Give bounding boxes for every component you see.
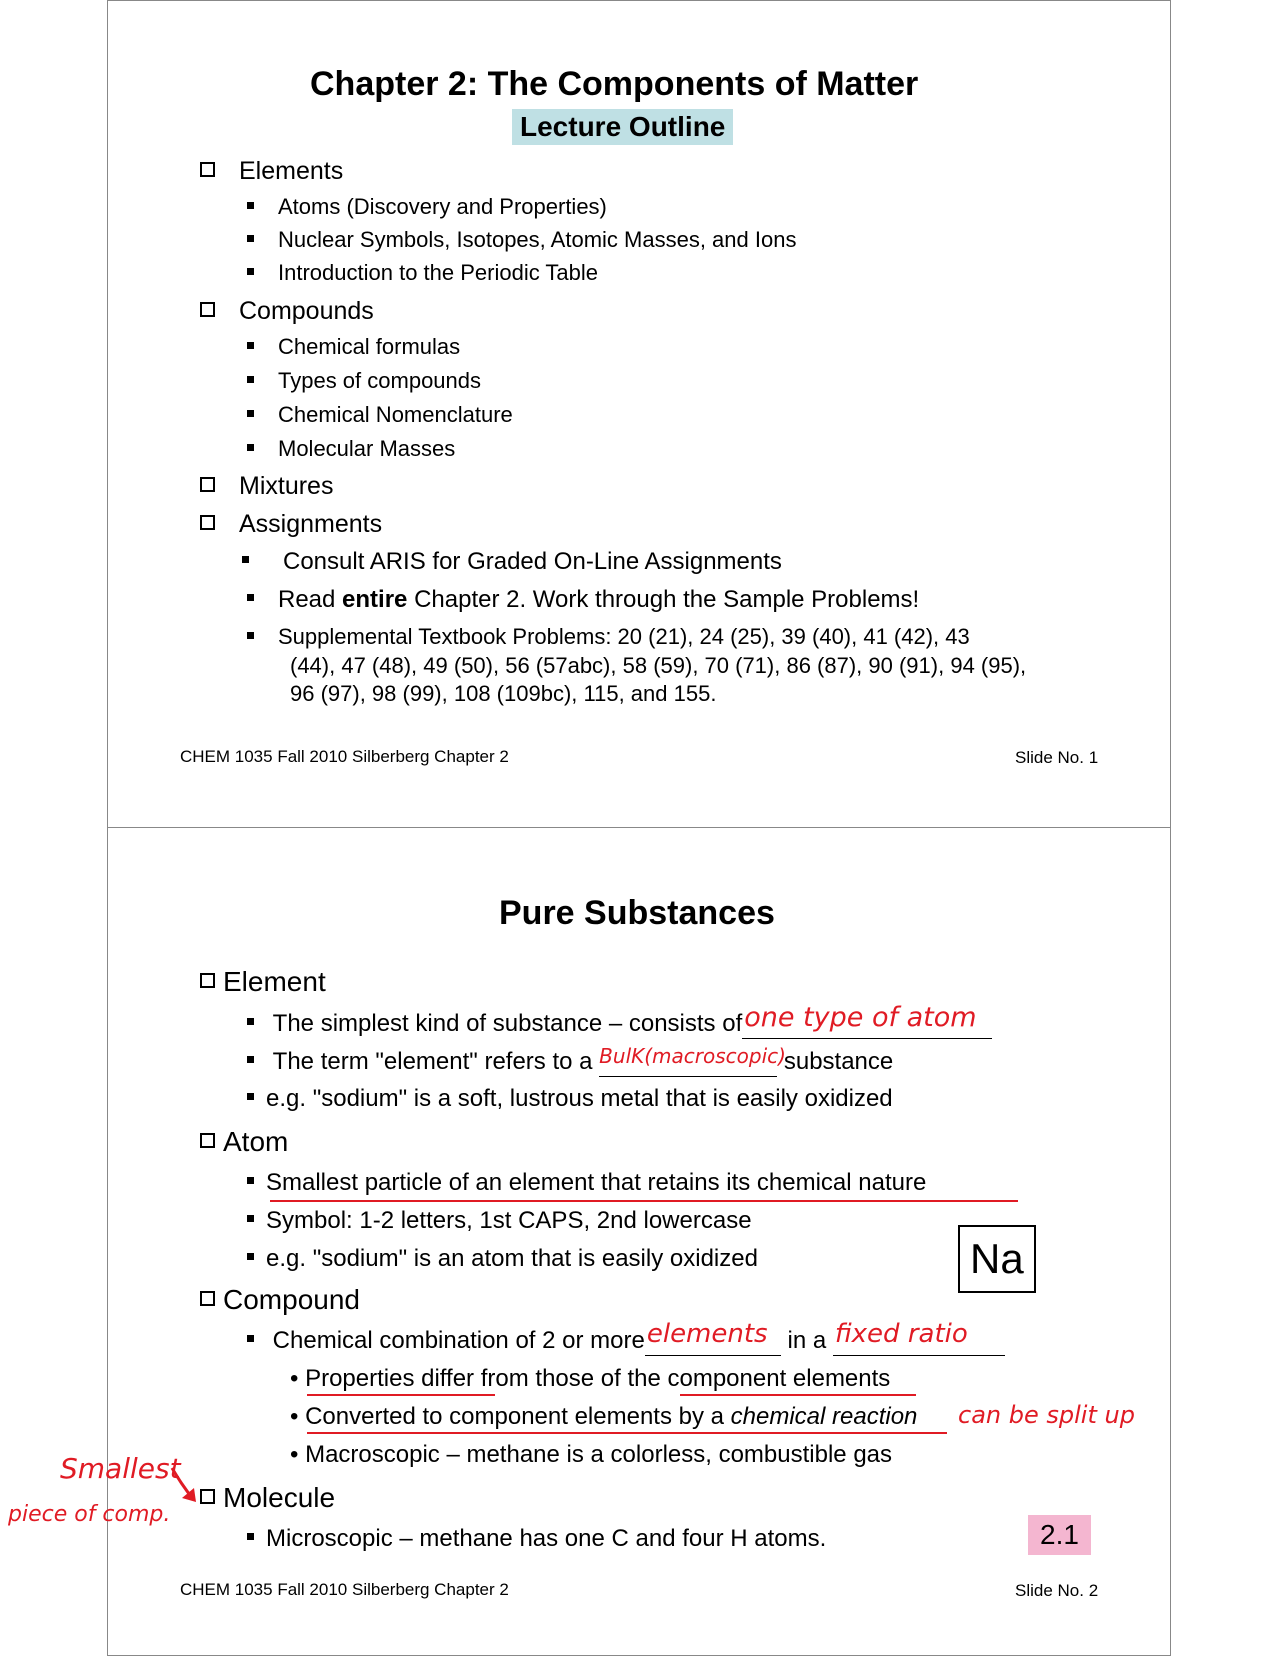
fill-blank [599,1044,786,1077]
list-item: Chemical Nomenclature [247,402,513,428]
list-item: Symbol: 1-2 letters, 1st CAPS, 2nd lowercase [247,1207,752,1235]
list-item: The simplest kind of substance – consists of one type of atom [247,1010,992,1039]
bullet-icon [247,1056,254,1063]
checkbox-icon [200,973,215,988]
handwritten-answer: fixed ratio [834,1319,968,1349]
sub-item: • Properties differ from those of the component elements [290,1365,891,1392]
handwritten-answer: BulK(macroscopic) [599,1044,786,1068]
outline-section-assignments: Assignments [200,510,382,539]
handwritten-underline [307,1394,495,1396]
list-item: Types of compounds [247,368,481,394]
bullet-icon [247,1533,254,1540]
bullet-icon [247,376,254,383]
margin-note-smallest: Smallest [60,1452,181,1485]
bullet-icon [247,268,254,275]
footer-course: CHEM 1035 Fall 2010 Silberberg Chapter 2 [180,747,509,766]
bullet-icon [247,1253,254,1260]
list-item: e.g. "sodium" is an atom that is easily oxidized [247,1245,758,1273]
arrow-icon [168,1464,202,1508]
checkbox-icon [200,302,215,317]
slide-badge: 2.1 [1028,1515,1091,1555]
handwritten-note: can be split up [958,1401,1135,1429]
list-item: Nuclear Symbols, Isotopes, Atomic Masses, and Ions [247,227,796,253]
section-element: Element [200,966,326,998]
handwritten-underline [307,1432,947,1434]
bullet-icon [247,202,254,209]
bullet-icon [247,1335,254,1342]
list-item: e.g. "sodium" is a soft, lustrous metal that is easily oxidized [247,1085,893,1113]
slide-subtitle: Lecture Outline [512,109,733,145]
bullet-icon [247,1215,254,1222]
sub-item: • Macroscopic – methane is a colorless, combustible gas [290,1441,893,1468]
section-compound: Compound [200,1284,360,1316]
dot-bullet-icon: • [290,1403,299,1430]
list-item: Molecular Masses [247,436,455,462]
footer-course: CHEM 1035 Fall 2010 Silberberg Chapter 2 [180,1580,509,1599]
fill-blank [833,1319,1005,1356]
checkbox-icon [200,1291,215,1306]
checkbox-icon [200,162,215,177]
section-molecule: Molecule [200,1482,335,1514]
list-item-read: Read entire Chapter 2. Work through the Sample Problems! [247,586,919,614]
dot-bullet-icon: • [290,1365,299,1392]
element-symbol-box: Na [958,1225,1036,1293]
supplemental-line-2: (44), 47 (48), 49 (50), 56 (57abc), 58 (59), 70 (71), 86 (87), 90 (91), 94 (95), [290,653,1027,678]
checkbox-icon [200,477,215,492]
supplemental-line-3: 96 (97), 98 (99), 108 (109bc), 115, and 155. [290,681,717,706]
slide-1 [107,0,1171,828]
outline-section-mixtures: Mixtures [200,472,333,501]
sub-item: • Converted to component elements by a chemical reaction [290,1403,918,1430]
bullet-icon [247,1177,254,1184]
handwritten-answer: one type of atom [744,1002,977,1033]
dot-bullet-icon: • [290,1441,299,1468]
slide-title: Pure Substances [499,894,775,932]
slide-title: Chapter 2: The Components of Matter [310,65,919,103]
bullet-icon [242,556,249,563]
checkbox-icon [200,1133,215,1148]
bullet-icon [247,1018,254,1025]
list-item: The term "element" refers to a BulK(macroscopic) substance [247,1048,893,1077]
handwritten-underline [680,1394,916,1396]
fill-blank [645,1319,781,1356]
bullet-icon [247,235,254,242]
list-item: Microscopic – methane has one C and four H atoms. [247,1525,826,1553]
list-item-supplemental: Supplemental Textbook Problems: 20 (21), 24 (25), 39 (40), 41 (42), 43 [247,624,970,650]
bullet-icon [247,632,254,639]
margin-note-piece: piece of comp. [8,1502,171,1527]
list-item: Consult ARIS for Graded On-Line Assignments [242,548,782,576]
list-item: Chemical formulas [247,334,460,360]
checkbox-icon [200,515,215,530]
footer-slide-number: Slide No. 1 [1015,748,1099,767]
bullet-icon [247,342,254,349]
list-item: Smallest particle of an element that retains its chemical nature [247,1169,926,1197]
checkbox-icon [200,1489,215,1504]
bullet-icon [247,410,254,417]
slide-2 [107,828,1171,1656]
handwritten-answer: elements [646,1319,768,1349]
fill-blank [742,1002,992,1039]
handwritten-underline [270,1200,1018,1202]
bullet-icon [247,594,254,601]
bullet-icon [247,1093,254,1100]
bullet-icon [247,444,254,451]
outline-section-compounds: Compounds [200,297,374,326]
footer-slide-number: Slide No. 2 [1015,1581,1099,1600]
list-item: Chemical combination of 2 or more elements in a fixed ratio [247,1327,1005,1356]
section-atom: Atom [200,1126,288,1158]
outline-section-elements: Elements [200,157,343,186]
list-item: Introduction to the Periodic Table [247,260,598,286]
list-item: Atoms (Discovery and Properties) [247,194,607,220]
